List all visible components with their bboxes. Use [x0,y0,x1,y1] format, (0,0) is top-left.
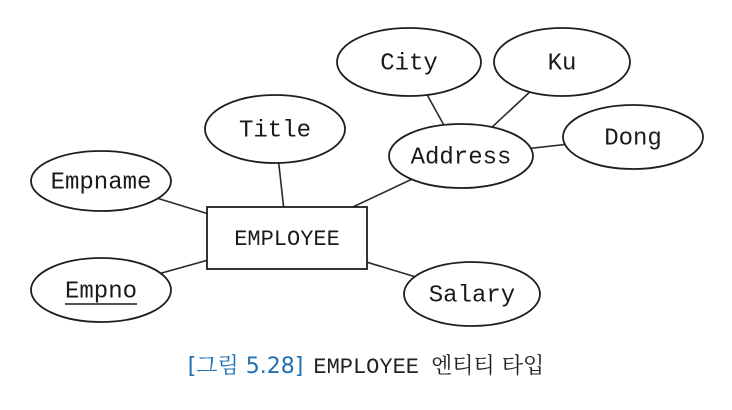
caption-description: 엔티티 타입 [431,354,545,379]
attribute-label: Title [238,117,312,145]
attribute-title [205,95,345,163]
entity-label: EMPLOYEE [234,226,340,252]
attribute-ku [494,28,630,96]
attribute-empno [31,258,171,322]
attribute-address [389,124,533,188]
caption-term: EMPLOYEE [313,355,419,380]
attribute-label: Dong [604,125,662,153]
attribute-empname [31,151,171,211]
attribute-label: Address [410,144,512,172]
entity-employee [207,207,367,269]
attribute-label: Ku [547,50,577,78]
diagram-nodes [31,28,703,326]
attribute-label: Salary [428,282,516,310]
attribute-city [337,28,481,96]
attribute-salary [404,262,540,326]
figure-number: [그림 5.28] [187,354,304,379]
attribute-dong [563,105,703,169]
attribute-label: City [380,50,438,78]
figure-caption [0,352,732,383]
attribute-label: Empname [50,169,152,197]
attribute-label: Empno [64,278,138,306]
